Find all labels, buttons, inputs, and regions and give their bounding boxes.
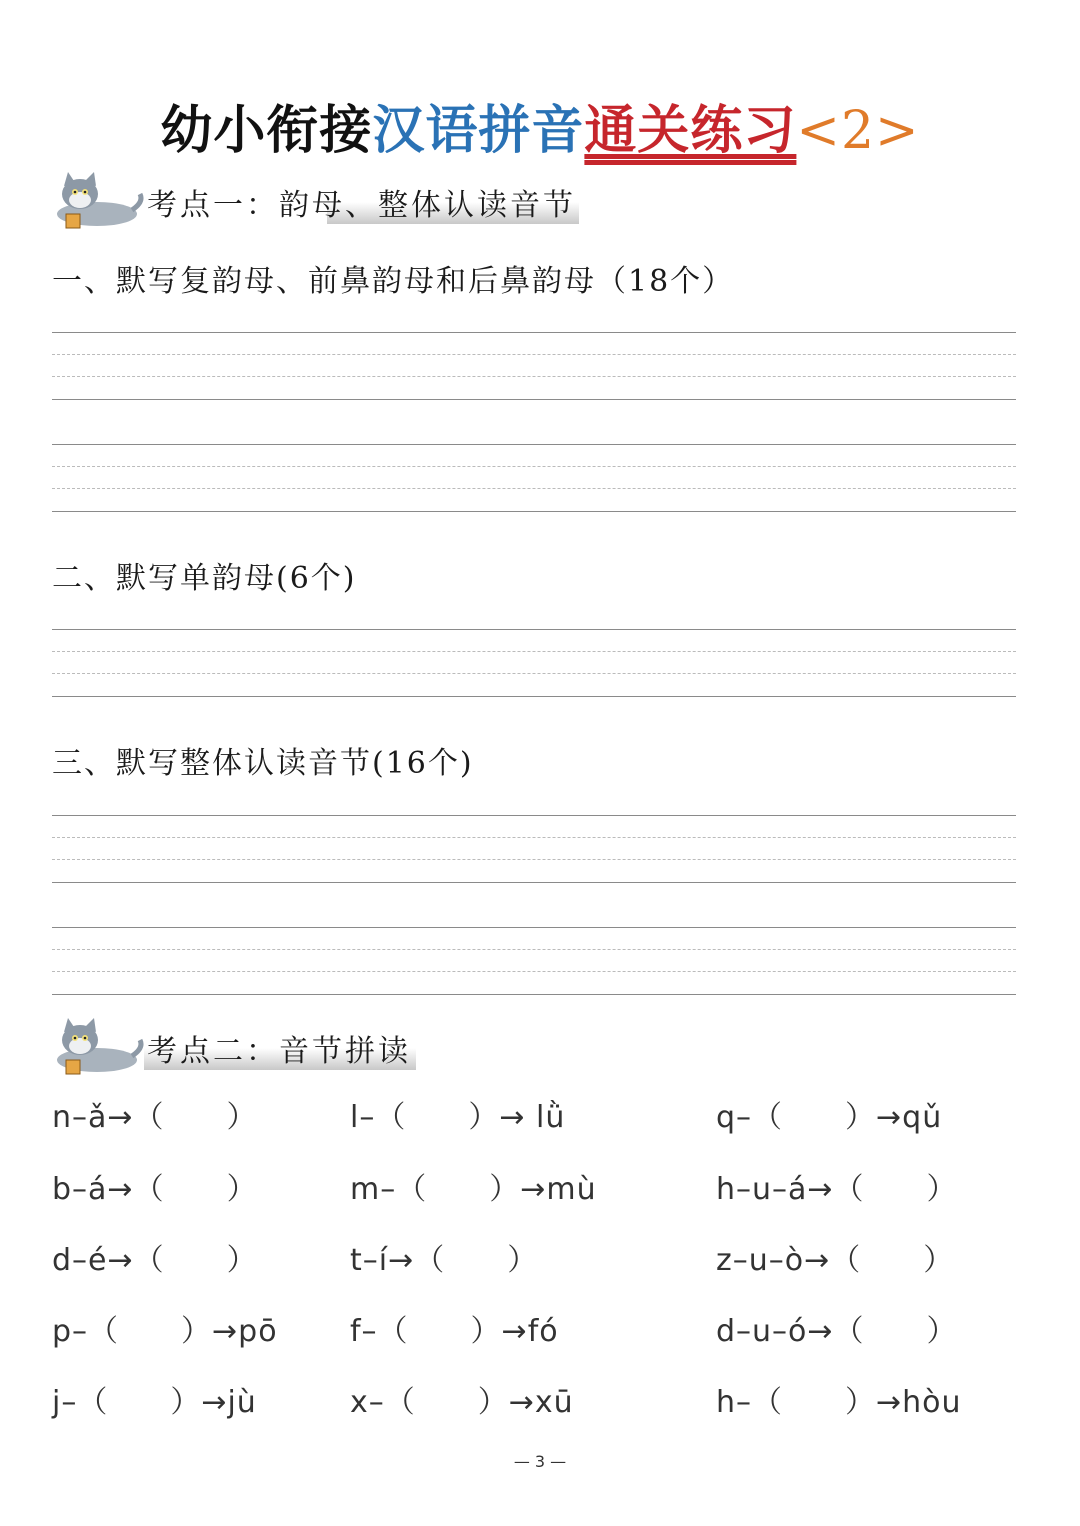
exercise-4-3: d–u–ó→（ ） bbox=[716, 1314, 958, 1349]
exercise-5-1: j–（ ）→jù bbox=[52, 1385, 257, 1420]
section-2-label: 考点二：音节拼读 bbox=[147, 1034, 411, 1069]
title-part-2: 汉语拼音 bbox=[372, 101, 585, 161]
question-3-heading: 三、默写整体认读音节(16个) bbox=[52, 746, 474, 781]
answer-lines-q2 bbox=[52, 629, 1016, 701]
section-1-label: 考点一：韵母、整体认读音节 bbox=[147, 188, 576, 223]
page-number: — 3 — bbox=[513, 1452, 567, 1471]
exercise-1-1: n–ǎ→（ ） bbox=[52, 1100, 258, 1135]
answer-lines-q3 bbox=[52, 815, 1016, 997]
section-1-header bbox=[52, 172, 612, 242]
answer-lines-q1 bbox=[52, 332, 1016, 514]
exercise-2-3: h–u–á→（ ） bbox=[716, 1172, 958, 1207]
exercise-1-3: q–（ ）→qǔ bbox=[716, 1100, 943, 1135]
exercise-4-2: f–（ ）→fó bbox=[350, 1314, 559, 1349]
exercise-3-3: z–u–ò→（ ） bbox=[716, 1243, 955, 1278]
exercise-1-2: l–（ ）→ lǜ bbox=[350, 1100, 566, 1135]
exercise-2-1: b–á→（ ） bbox=[52, 1172, 258, 1207]
exercise-5-3: h–（ ）→hòu bbox=[716, 1385, 962, 1420]
tom-cat-icon bbox=[52, 1018, 147, 1082]
exercise-5-2: x–（ ）→xū bbox=[350, 1385, 574, 1420]
page-title bbox=[0, 88, 1080, 163]
exercise-3-1: d–é→（ ） bbox=[52, 1243, 258, 1278]
title-part-4: <2> bbox=[796, 101, 920, 161]
exercise-4-1: p–（ ）→pō bbox=[52, 1314, 278, 1349]
exercise-3-2: t–í→（ ） bbox=[350, 1243, 539, 1278]
title-part-1: 幼小衔接 bbox=[160, 101, 373, 161]
title-part-3: 通关练习 bbox=[584, 101, 797, 161]
section-2-header bbox=[52, 1018, 452, 1088]
question-2-heading: 二、默写单韵母(6个) bbox=[52, 561, 357, 596]
tom-cat-icon bbox=[52, 172, 147, 236]
question-1-heading: 一、默写复韵母、前鼻韵母和后鼻韵母（18个） bbox=[52, 264, 735, 299]
exercise-2-2: m–（ ）→mù bbox=[350, 1172, 597, 1207]
